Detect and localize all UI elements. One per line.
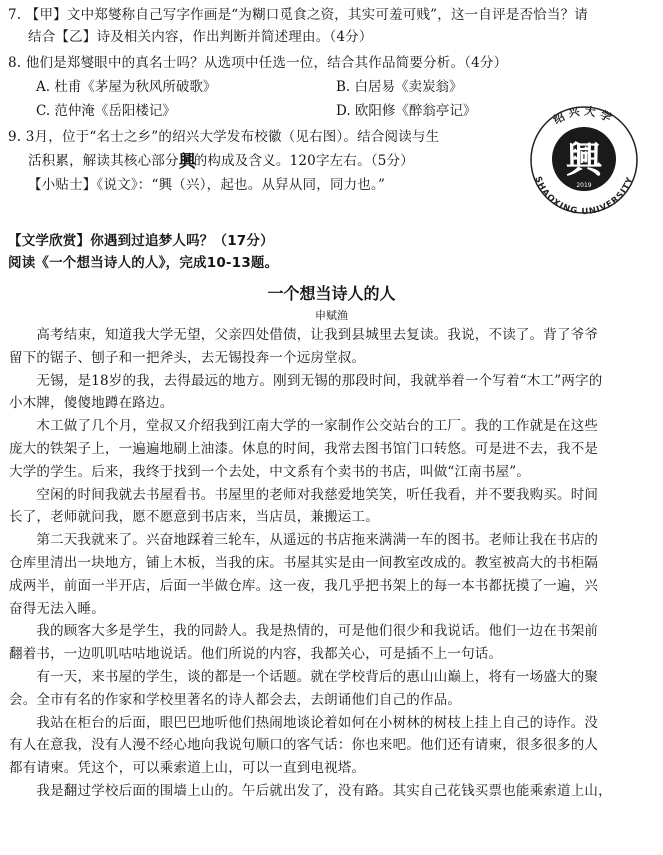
paragraph-2-line-1: 无锡，是18岁的我，去得最远的地方。刚到无锡的那段时间，我就举着一个写着“木工”两字的: [9, 372, 603, 389]
question-9-line-2-start: 活积累，解读其核心部分: [28, 153, 179, 169]
paragraph-1-line-1: 高考结束，知道我大学无望，父亲四处借债，让我到县城里去复读。我说，不读了。背了爷爷: [9, 327, 599, 343]
paragraph-3-line-3: 大学的学生。后来，我终于找到一个去处，中文系有个卖书的书店，叫做“江南书屋”。: [9, 463, 531, 480]
question-9-line-1: 9. 3月，位于“名士之乡”的绍兴大学发布校徽（见右图）。结合阅读与生: [8, 129, 440, 145]
question-7-line-2: 结合【乙】诗及相关内容，作出判断并简述理由。（4分）: [28, 29, 373, 45]
question-8-line-1: 8. 他们是郑燮眼中的真名士吗？从选项中任选一位，结合其作品简要分析。（4分）: [8, 55, 508, 71]
core-glyph-inline: 興: [178, 152, 194, 172]
paragraph-7-line-1: 有一天，来书屋的学生，谈的都是一个话题。就在学校背后的惠山山巅上，将有一场盛大的聚: [9, 669, 599, 685]
section-header: 【文学欣赏】你遇到过追梦人吗？（17分）: [8, 233, 274, 249]
paragraph-8-line-1: 我站在柜台的后面，眼巴巴地听他们热闹地谈论着如何在小树林的树枝上挂上自己的诗作。没: [9, 714, 599, 731]
question-7-line-1: 7. 【甲】文中郑燮称自己写字作画是“为糊口觅食之资，其实可羞可贱”，这一自评是否恰当？请: [8, 7, 588, 23]
paragraph-5-line-1: 第二天我就来了。兴奋地踩着三轮车，从遥远的书店拖来满满一车的图书。老师让我在书店的: [9, 532, 599, 549]
seal-core-glyph: 興: [565, 139, 603, 181]
paragraph-6-line-2: 翻着书，一边叽叽咕咕地说话。他们所说的内容，我都关心，可是插不上一句话。: [9, 646, 503, 663]
question-8-option-c: C. 范仲淹《岳阳楼记》: [36, 103, 176, 119]
paragraph-2-line-2: 小木牌，傻傻地蹲在路边。: [9, 395, 174, 412]
question-9-line-2: [28, 152, 414, 171]
paragraph-7-line-2: 会。全市有名的作家和学校里著名的诗人都会去，去朗诵他们自己的作品。: [9, 691, 462, 708]
paragraph-5-line-4: 奋得无法入睡。: [9, 600, 105, 617]
paragraph-3-line-2: 庞大的铁架子上，一遍遍地刷上油漆。休息的时间，我常去图书馆门口转悠。可是进不去，我不是: [9, 441, 599, 457]
paragraph-8-line-2: 有人在意我，没有人漫不经心地向我说句顺口的客气话：你也来吧。他们还有请柬，很多很多的人: [9, 737, 599, 754]
seal-year: 2019: [576, 182, 592, 189]
question-9-line-2-end: 的构成及含义。120字左右。（5分）: [193, 153, 414, 169]
section-instruction: 阅读《一个想当诗人的人》，完成10-13题。: [8, 255, 279, 271]
paragraph-9-line-1: 我是翻过学校后面的围墙上山的。午后就出发了，没有路。其实自己花钱买票也能乘索道上山，: [9, 783, 612, 799]
paragraph-3-line-1: 木工做了几个月，堂叔又介绍我到江南大学的一家制作公交站台的工厂。我的工作就是在这些: [9, 418, 599, 435]
question-8-option-a: A. 杜甫《茅屋为秋风所破歌》: [36, 79, 217, 95]
paragraph-5-line-3: 成两半，前面一半开店，后面一半做仓库。这一夜，我几乎把书架上的每一本书都抚摸了一遍，兴: [9, 577, 599, 594]
paragraph-8-line-3: 都有请柬。凭这个，可以乘索道上山，可以一直到电视塔。: [9, 760, 366, 777]
university-seal: [519, 105, 649, 215]
paragraph-5-line-2: 仓库里清出一块地方，铺上木板，当我的床。书屋其实是由一间教室改成的。教室被高大的书柜隔: [9, 555, 599, 571]
article-title: 一个想当诗人的人: [267, 284, 396, 303]
paragraph-4-line-2: 长了，老师就问我，愿不愿意到书店来，当店员，兼搬运工。: [9, 509, 379, 526]
article-author: 申赋渔: [315, 309, 348, 322]
paragraph-6-line-1: 我的顾客大多是学生，我的同龄人。我是热情的，可是他们很少和我说话。他们一边在书架前: [9, 623, 599, 640]
paragraph-1-line-2: 留下的锯子、刨子和一把斧头，去无锡投奔一个远房堂叔。: [9, 349, 366, 366]
seal-bottom-text: SHAOXING UNIVERSITY: [532, 175, 636, 215]
seal-top-text: 绍兴大学: [551, 105, 617, 127]
question-8-option-d: D. 欧阳修《醉翁亭记》: [336, 103, 477, 119]
paragraph-4-line-1: 空闲的时间我就去书屋看书。书屋里的老师对我慈爱地笑笑，听任我看，并不要我购买。时间: [9, 486, 599, 503]
question-9-tip: 【小贴士】《说文》：“興（兴），起也。从舁从同，同力也。”: [28, 177, 386, 193]
question-8-option-b: B. 白居易《卖炭翁》: [336, 79, 463, 95]
